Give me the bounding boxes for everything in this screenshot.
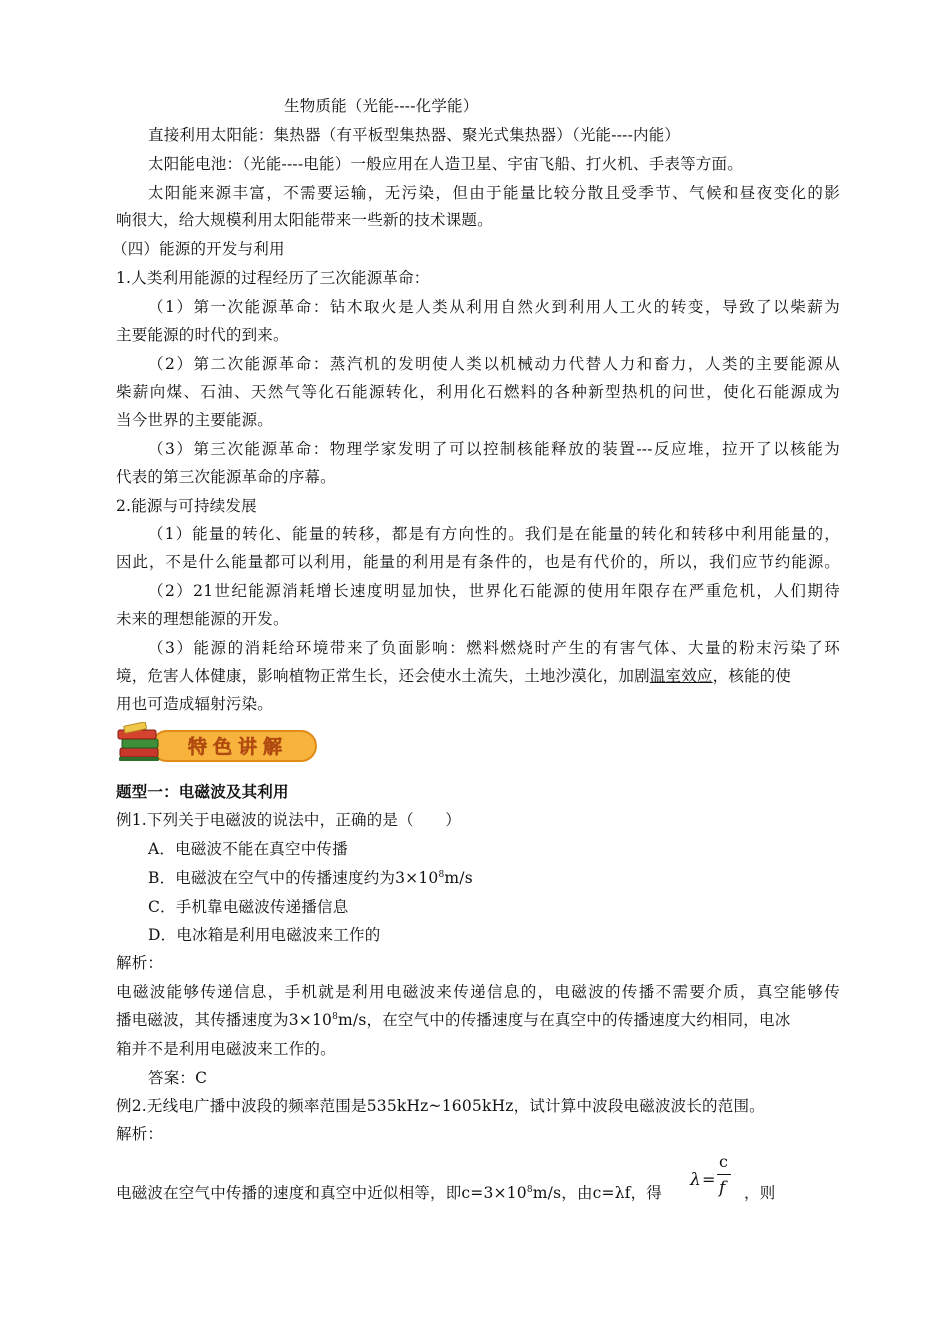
formula-numerator: c (719, 1152, 728, 1171)
ex2-analysis-label: 解析： (116, 1125, 164, 1143)
line-revolution-1a: （1）第一次能源革命：钻木取火是人类从利用自然火到利用人工火的转变，导致了以柴薪为 (148, 298, 840, 316)
ex1-analysis-label: 解析： (116, 954, 164, 972)
ex1-option-b-exp: 8 (438, 870, 445, 880)
heading-sustainable: 2.能源与可持续发展 (116, 497, 257, 515)
line-revolution-2c: 当今世界的主要能源。 (116, 411, 274, 429)
ex1-option-d: D．电冰箱是利用电磁波来工作的 (148, 926, 381, 944)
line-sustain-2a: （2）21世纪能源消耗增长速度明显加快，世界化石能源的使用年限存在严重危机，人们期待 (148, 582, 840, 600)
line-sustain-3b (116, 666, 840, 686)
ex2-analysis-text-mid: m/s，由c=λf，得 (532, 1184, 663, 1202)
ex2-analysis-exp: 8 (526, 1185, 533, 1195)
line-sustain-3b-text: 境，危害人体健康，影响植物正常生长，还会使水土流失，土地沙漠化，加剧 (116, 667, 650, 685)
line-solar-summary-1: 太阳能来源丰富，不需要运输，无污染，但由于能量比较分散且受季节、气候和昼夜变化的影 (148, 184, 840, 202)
ex1-analysis-2-tail: m/s，在空气中的传播速度与在真空中的传播速度大约相同，电冰 (338, 1011, 791, 1029)
line-sustain-3c: 用也可造成辐射污染。 (116, 695, 274, 713)
line-sustain-1b: 因此，不是什么能量都可以利用，能量的利用是有条件的，也是有代价的，所以，我们应节约能源。 (116, 553, 840, 571)
line-revolution-3a: （3）第三次能源革命：物理学家发明了可以控制核能释放的装置---反应堆，拉开了以核能为 (148, 440, 840, 458)
ex1-option-b-unit: m/s (444, 869, 473, 887)
greenhouse-effect-link[interactable]: 温室效应 (649, 667, 713, 685)
line-sustain-3a: （3）能源的消耗给环境带来了负面影响：燃料燃烧时产生的有害气体、大量的粉末污染了环 (148, 639, 840, 657)
books-icon (118, 722, 159, 761)
ex1-analysis-2-exp: 8 (332, 1012, 339, 1022)
line-solar-summary-2: 响很大，给大规模利用太阳能带来一些新的技术课题。 (116, 211, 493, 229)
section-title: 题型一：电磁波及其利用 (116, 783, 289, 801)
heading-energy-revolutions: 1.人类利用能源的过程经历了三次能源革命： (116, 269, 430, 287)
ex1-option-c: C．手机靠电磁波传递播信息 (148, 898, 349, 916)
wavelength-formula (688, 1152, 738, 1206)
line-revolution-1b: 主要能源的时代的到来。 (116, 326, 289, 344)
line-revolution-2b: 柴薪向煤、石油、天然气等化石能源转化，利用化石燃料的各种新型热机的问世，使化石能源成为 (116, 383, 840, 401)
heading-energy-development: （四）能源的开发与利用 (112, 240, 285, 258)
ex1-analysis-2-text: 播电磁波，其传播速度为3×10 (116, 1011, 333, 1029)
ex1-question: 例1.下列关于电磁波的说法中，正确的是（ ） (116, 811, 461, 829)
ex2-question: 例2.无线电广播中波段的频率范围是535kHz~1605kHz，试计算中波段电磁波波长的范围。 (116, 1097, 765, 1115)
ex1-option-a: A．电磁波不能在真空中传播 (148, 840, 348, 858)
ex1-option-b-text: B．电磁波在空气中的传播速度约为3×10 (148, 869, 439, 887)
ex1-answer: 答案：C (148, 1069, 208, 1087)
line-direct-solar: 直接利用太阳能：集热器（有平板型集热器、聚光式集热器）（光能----内能） (148, 126, 681, 144)
ex2-analysis-text-pre: 电磁波在空气中传播的速度和真空中近似相等，即c=3×10 (116, 1184, 527, 1202)
line-sustain-2b: 未来的理想能源的开发。 (116, 610, 289, 628)
ex1-analysis-1: 电磁波能够传递信息，手机就是利用电磁波来传递信息的，电磁波的传播不需要介质，真空能够传 (116, 983, 840, 1001)
line-solar-cell: 太阳能电池：（光能----电能）一般应用在人造卫星、宇宙飞船、打火机、手表等方面。 (148, 155, 743, 173)
line-biomass: 生物质能（光能----化学能） (284, 97, 479, 115)
formula-equals: = (702, 1170, 716, 1189)
line-sustain-1a: （1）能量的转化、能量的转移，都是有方向性的。我们是在能量的转化和转移中利用能量的， (148, 525, 840, 543)
banner-text: 特色讲解 (187, 736, 289, 758)
ex2-analysis-tail: ，则 (744, 1184, 776, 1202)
formula-denominator: f (719, 1178, 726, 1198)
formula-lambda: λ (690, 1170, 701, 1190)
line-revolution-3b: 代表的第三次能源革命的序幕。 (116, 468, 336, 486)
ex1-option-b (148, 868, 872, 888)
feature-banner (116, 722, 320, 770)
ex2-analysis-text (116, 1183, 696, 1203)
line-revolution-2a: （2）第二次能源革命：蒸汽机的发明使人类以机械动力代替人力和畜力，人类的主要能源从 (148, 355, 840, 373)
ex1-analysis-2 (116, 1010, 840, 1030)
line-sustain-3b-tail: ，核能的使 (712, 667, 792, 685)
formula-fraction-bar (717, 1174, 731, 1175)
ex1-analysis-3: 箱并不是利用电磁波来工作的。 (116, 1040, 336, 1058)
